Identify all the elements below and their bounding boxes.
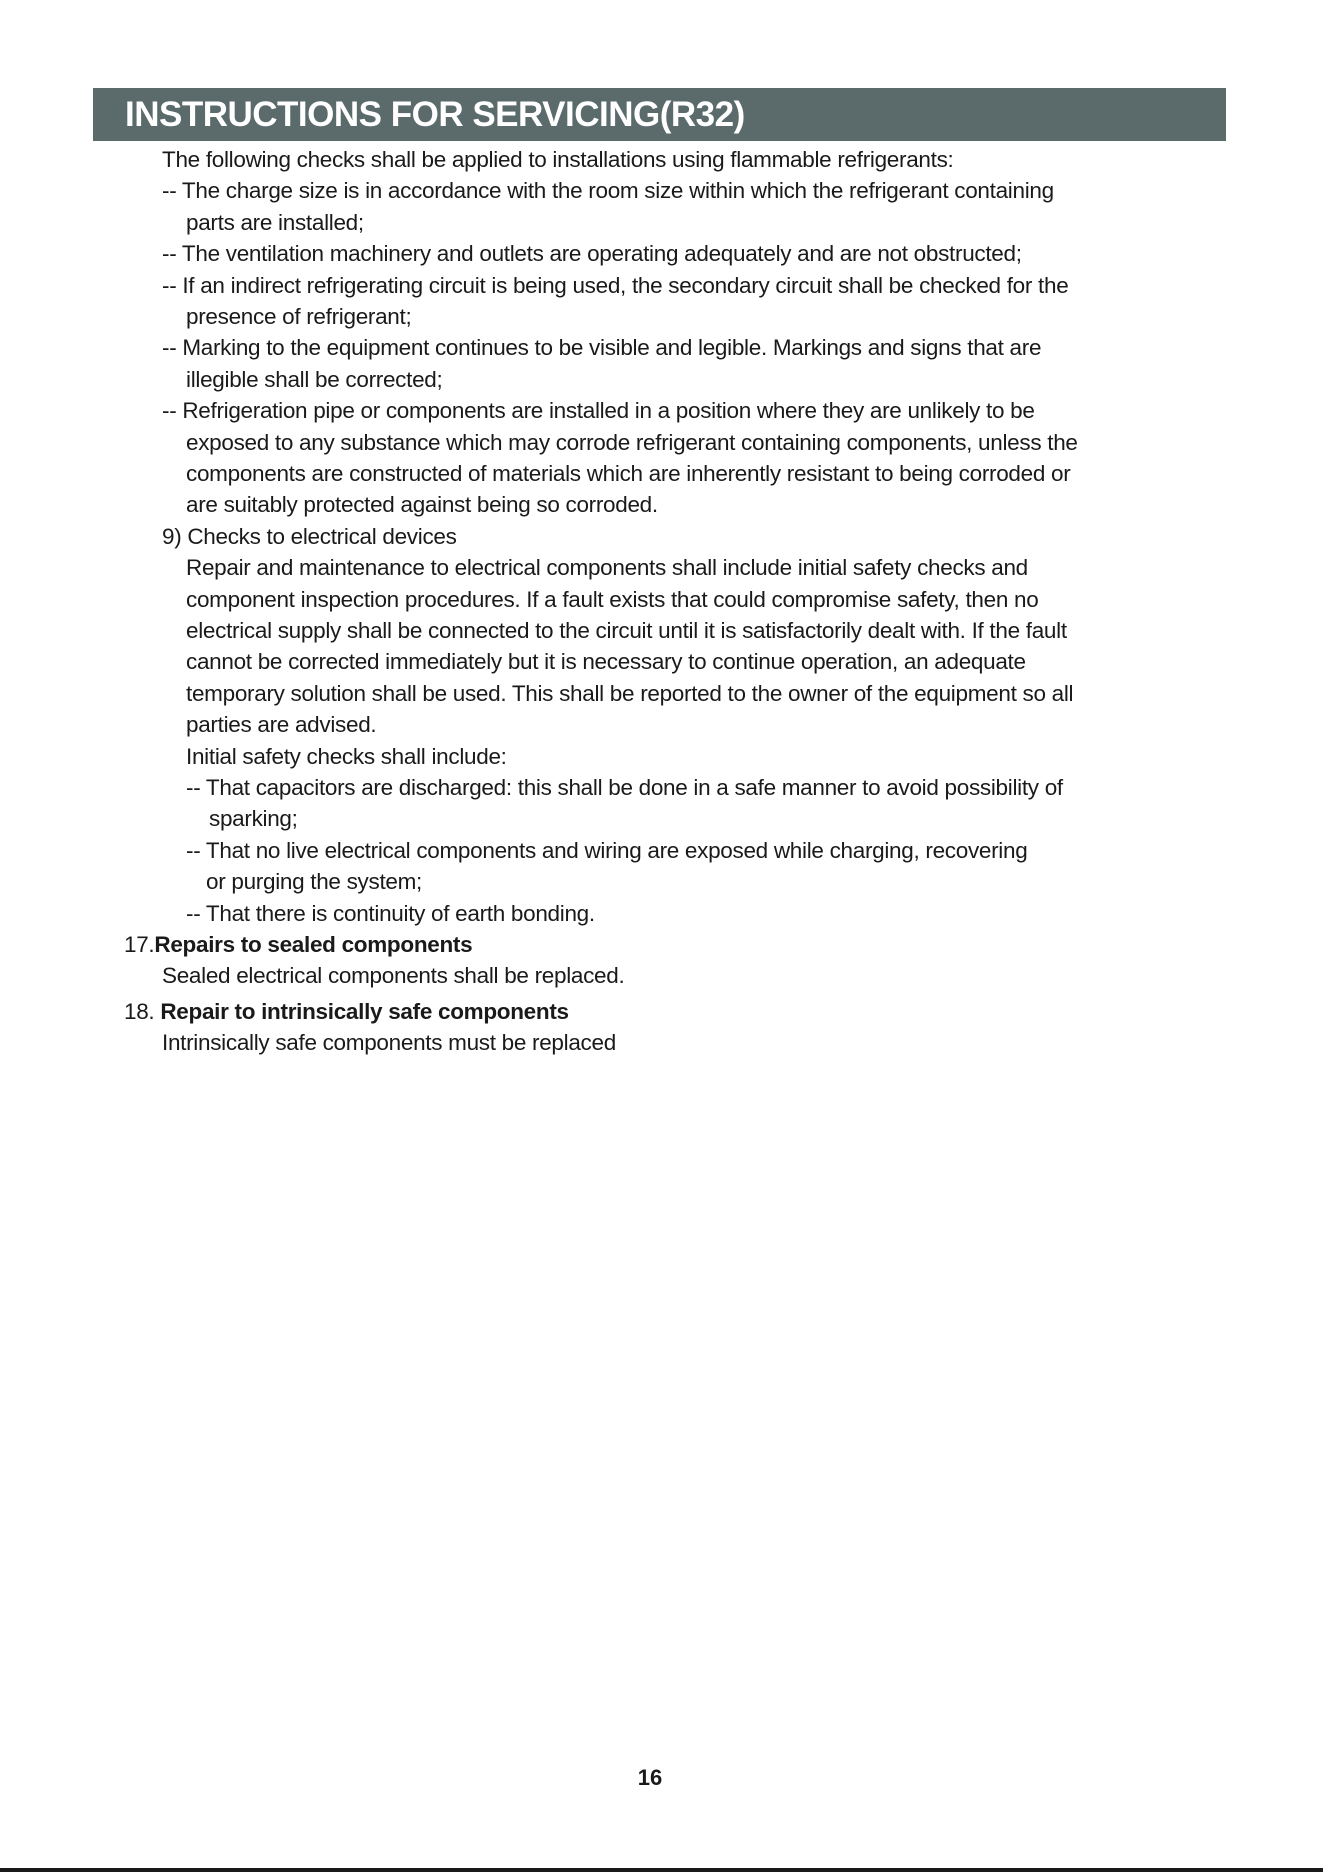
section-9-paragraph-line: temporary solution shall be used. This shall be reported to the owner of the equipment so all	[186, 680, 1074, 706]
check-line: -- The ventilation machinery and outlets are operating adequately and are not obstructed;	[162, 241, 1022, 267]
initial-checks-label: Initial safety checks shall include:	[186, 743, 507, 769]
page-title: INSTRUCTIONS FOR SERVICING(R32)	[125, 94, 745, 134]
section-9-heading: 9) Checks to electrical devices	[162, 523, 457, 549]
initial-check-line: -- That there is continuity of earth bonding.	[186, 900, 595, 926]
section-9-paragraph-line: cannot be corrected immediately but it is necessary to continue operation, an adequate	[186, 649, 1026, 675]
section-17-number: 17.	[124, 932, 155, 957]
section-18-heading: Repair to intrinsically safe components	[160, 999, 569, 1024]
check-line: presence of refrigerant;	[186, 304, 412, 329]
check-line: are suitably protected against being so corroded.	[186, 492, 658, 518]
intro-text: The following checks shall be applied to installations using flammable refrigerants:	[162, 147, 954, 172]
check-line: -- If an indirect refrigerating circuit is being used, the secondary circuit shall be checked for the	[162, 272, 1069, 298]
initial-check-line: or purging the system;	[206, 869, 423, 895]
section-18-number: 18.	[124, 999, 155, 1024]
check-line: -- Marking to the equipment continues to be visible and legible. Markings and signs that are	[162, 335, 1042, 361]
section-9-paragraph-line: parties are advised.	[186, 712, 377, 738]
section-9-paragraph-line: electrical supply shall be connected to the circuit until it is satisfactorily dealt with. If the fault	[186, 618, 1067, 643]
section-9-paragraph-line: component inspection procedures. If a fault exists that could compromise safety, then no	[186, 586, 1039, 612]
section-17-title	[124, 929, 472, 960]
initial-check-line: -- That no live electrical components and wiring are exposed while charging, recovering	[186, 837, 1028, 863]
check-line: components are constructed of materials which are inherently resistant to being corroded or	[186, 461, 1071, 486]
section-9-paragraph-line: Repair and maintenance to electrical components shall include initial safety checks and	[186, 555, 1028, 581]
section-18-text: Intrinsically safe components must be replaced	[162, 1030, 616, 1056]
page-number: 16	[637, 1765, 663, 1790]
section-18-title	[124, 996, 569, 1027]
check-line: -- Refrigeration pipe or components are installed in a position where they are unlikely to be	[162, 398, 1035, 424]
check-line: exposed to any substance which may corrode refrigerant containing components, unless the	[186, 429, 1078, 455]
check-line: -- The charge size is in accordance with the room size within which the refrigerant containing	[162, 178, 1054, 204]
check-line: parts are installed;	[186, 209, 364, 235]
section-17-heading: Repairs to sealed components	[154, 932, 473, 957]
section-title-bar	[93, 88, 1226, 141]
initial-check-line: -- That capacitors are discharged: this shall be done in a safe manner to avoid possibility of	[186, 775, 1063, 800]
initial-check-line: sparking;	[209, 806, 298, 832]
bottom-border	[0, 1868, 1323, 1872]
section-17-text: Sealed electrical components shall be replaced.	[162, 963, 625, 989]
check-line: illegible shall be corrected;	[186, 366, 443, 392]
